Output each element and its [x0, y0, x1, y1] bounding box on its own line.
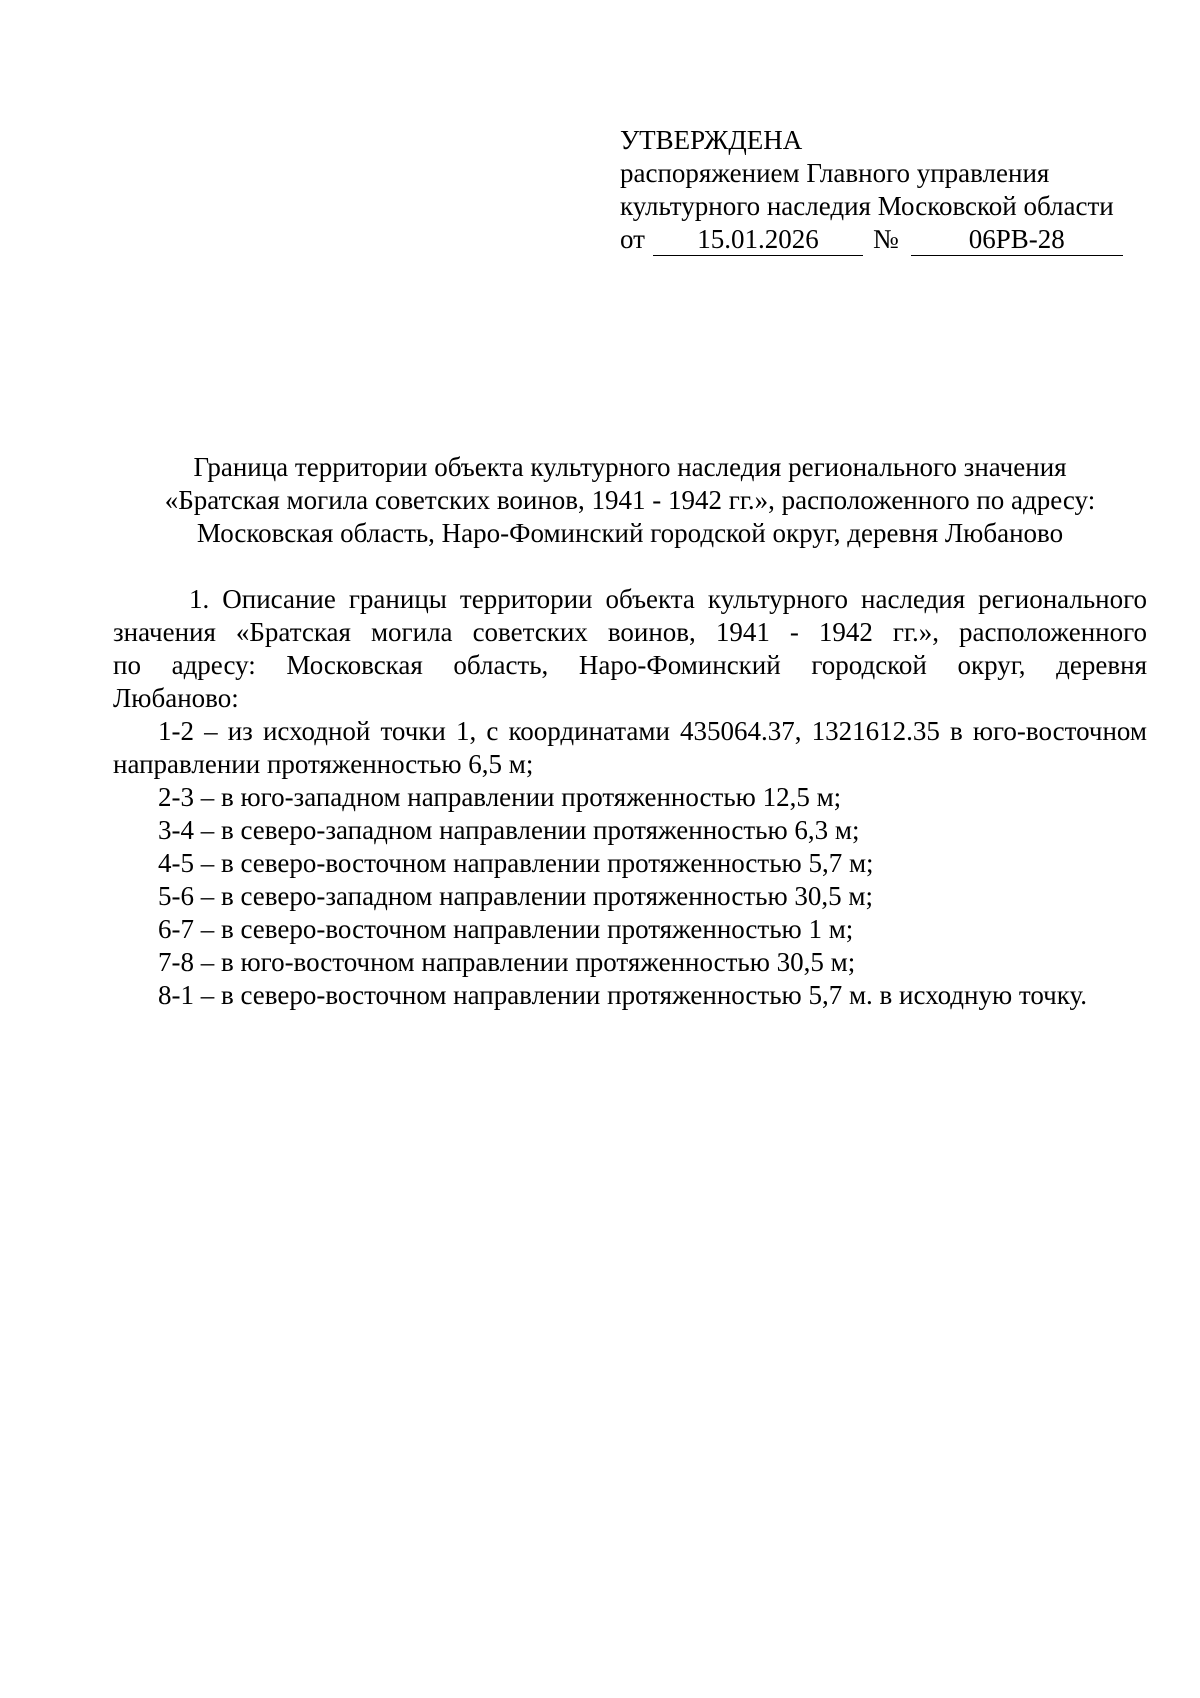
approval-date-line [620, 223, 1160, 256]
segment-2-3: 2-3 – в юго-западном направлении протяженностью 12,5 м; [158, 782, 842, 812]
document-body [113, 583, 1147, 1012]
heading-line-2: «Братская могила советских воинов, 1941 - 1942 гг.», расположенного по адресу: [164, 485, 1096, 515]
segment-6-7: 6-7 – в северо-восточном направлении протяженностью 1 м; [158, 914, 854, 944]
document-heading [110, 451, 1150, 550]
approval-line-2: культурного наследия Московской области [620, 191, 1114, 221]
number-sign: № [872, 224, 899, 254]
description-line-4: Любаново: [113, 683, 239, 713]
heading-line-1: Граница территории объекта культурного наследия регионального значения [193, 452, 1067, 482]
segment-8-1: 8-1 – в северо-восточном направлении протяженностью 5,7 м. в исходную точку. [158, 980, 1088, 1010]
description-line-1: 1. Описание границы территории объекта культурного наследия регионального [189, 584, 1147, 614]
approval-stamp-block [620, 124, 1160, 256]
description-line-2: значения «Братская могила советских воинов, 1941 - 1942 гг.», расположенного [113, 617, 1147, 647]
segment-7-8: 7-8 – в юго-восточном направлении протяженностью 30,5 м; [158, 947, 856, 977]
description-line-3: по адресу: Московская область, Наро-Фоминский городской округ, деревня [113, 650, 1147, 680]
segment-5-6: 5-6 – в северо-западном направлении протяженностью 30,5 м; [158, 881, 873, 911]
approval-date: 15.01.2026 [653, 225, 863, 256]
segment-3-4: 3-4 – в северо-западном направлении протяженностью 6,3 м; [158, 815, 860, 845]
segment-4-5: 4-5 – в северо-восточном направлении протяженностью 5,7 м; [158, 848, 874, 878]
segment-1-2-line-1: 1-2 – из исходной точки 1, с координатами 435064.37, 1321612.35 в юго-восточном [158, 716, 1147, 746]
date-prefix: от [620, 224, 645, 254]
heading-line-3: Московская область, Наро-Фоминский городской округ, деревня Любаново [196, 518, 1064, 548]
approval-number: 06РВ-28 [911, 225, 1123, 256]
approval-line-1: распоряжением Главного управления [620, 158, 1050, 188]
segment-1-2-line-2: направлении протяженностью 6,5 м; [113, 749, 534, 779]
approval-title: УТВЕРЖДЕНА [620, 125, 803, 155]
